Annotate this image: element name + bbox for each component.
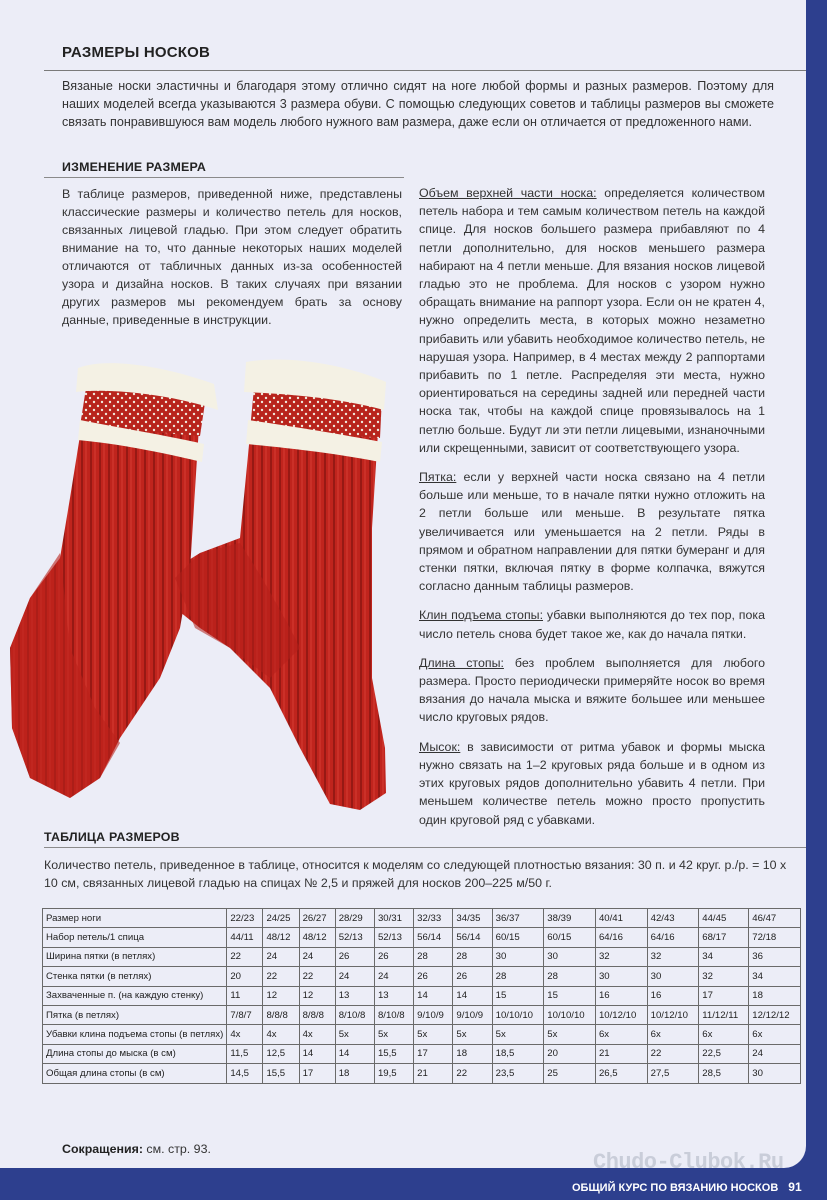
term-toe: Мысок: xyxy=(419,739,461,754)
table-cell: 11/12/11 xyxy=(699,1005,749,1024)
table-cell: 52/13 xyxy=(335,928,374,947)
paragraph-toe xyxy=(419,738,765,829)
table-cell: 26 xyxy=(335,947,374,966)
table-cell: 6х xyxy=(699,1025,749,1044)
table-cell: 32 xyxy=(595,947,647,966)
footer-title: ОБЩИЙ КУРС ПО ВЯЗАНИЮ НОСКОВ xyxy=(572,1182,779,1194)
table-cell: 17 xyxy=(414,1044,453,1063)
table-cell: 16 xyxy=(595,986,647,1005)
table-row xyxy=(43,1064,801,1083)
table-cell: 60/15 xyxy=(492,928,544,947)
table-cell: 26 xyxy=(374,947,413,966)
table-cell: 64/16 xyxy=(647,928,699,947)
table-cell: 19,5 xyxy=(374,1064,413,1083)
table-cell: 5х xyxy=(335,1025,374,1044)
text-foot: без проблем выполняется для любого размера. Просто периодически примеряйте носок во время вязания до начала мыска и вяжите большее или меньшее число круговых рядов. xyxy=(419,655,765,725)
table-cell: 15 xyxy=(492,986,544,1005)
table-cell: 14 xyxy=(453,986,492,1005)
paragraph-foot xyxy=(419,654,765,727)
table-cell: 15 xyxy=(544,986,596,1005)
table-cell: 10/12/10 xyxy=(647,1005,699,1024)
table-cell: 4х xyxy=(299,1025,335,1044)
page-number: 91 xyxy=(788,1180,802,1194)
table-cell: 8/8/8 xyxy=(299,1005,335,1024)
table-cell: 44/11 xyxy=(227,928,263,947)
row-header-cell: Длина стопы до мыска (в см) xyxy=(43,1044,227,1063)
table-cell: 11,5 xyxy=(227,1044,263,1063)
table-cell: 6х xyxy=(749,1025,801,1044)
table-cell: 5х xyxy=(492,1025,544,1044)
term-heel: Пятка: xyxy=(419,470,457,485)
table-cell: 34 xyxy=(699,947,749,966)
table-cell: 30 xyxy=(544,947,596,966)
text-upper: определяется количеством петель набора и тем самым количеством петель на каждой спице. Для носков большего размера прибавляют по 4 петли дополнительно, для носков меньшего размера набирают на 4 петли меньше. Для вязания носков лицевой гладью это не проблема. Для носков с узором нужно обращать внимание на раппорт узора. Если он не кратен 4, нужно определить места, в которых можно незаметно прибавить или убавить необходимое количество петель, не нарушая узора. Например, в 4 местах между 2 раппортами прибавить по 1 петле. Распределяя эти места, нужно ориентироваться на середины задней или передней части носка так, чтобы на каждой спице провязывалось на 1 петлю больше. Будут ли эти петли лицевыми, изнаночными или скрещенными, зависит от соответствующего узора. xyxy=(419,186,766,455)
table-cell: 5х xyxy=(453,1025,492,1044)
table-cell: 12 xyxy=(299,986,335,1005)
table-cell: 4х xyxy=(227,1025,263,1044)
table-cell: 24/25 xyxy=(263,909,299,928)
paragraph-gusset xyxy=(419,606,765,642)
row-header-cell: Размер ноги xyxy=(43,909,227,928)
table-cell: 8/8/8 xyxy=(263,1005,299,1024)
table-cell: 12/12/12 xyxy=(749,1005,801,1024)
table-cell: 26/27 xyxy=(299,909,335,928)
table-cell: 14 xyxy=(414,986,453,1005)
table-cell: 15,5 xyxy=(263,1064,299,1083)
table-cell: 9/10/9 xyxy=(453,1005,492,1024)
table-cell: 18 xyxy=(453,1044,492,1063)
table-cell: 28,5 xyxy=(699,1064,749,1083)
change-size-divider xyxy=(44,177,404,178)
table-cell: 40/41 xyxy=(595,909,647,928)
table-cell: 5х xyxy=(374,1025,413,1044)
table-cell: 30 xyxy=(749,1064,801,1083)
table-cell: 12 xyxy=(263,986,299,1005)
table-row xyxy=(43,928,801,947)
table-cell: 72/18 xyxy=(749,928,801,947)
table-cell: 32 xyxy=(699,967,749,986)
table-cell: 22 xyxy=(299,967,335,986)
table-cell: 22 xyxy=(263,967,299,986)
table-row xyxy=(43,967,801,986)
table-cell: 6х xyxy=(647,1025,699,1044)
term-upper: Объем верхней части носка: xyxy=(419,186,597,200)
row-header-cell: Пятка (в петлях) xyxy=(43,1005,227,1024)
table-row xyxy=(43,1005,801,1024)
table-cell: 6х xyxy=(595,1025,647,1044)
text-heel: если у верхней части носка связано на 4 петли больше или меньше, то в начале пятки нужно отложить на 2 петли больше или меньше. В результате пятка увеличивается или уменьшается на 2 петли. Ряды в прямом и обратном направлении для пятки бумеранг и для стенки пятки, включая пятку в форме колпачка, вяжутся согласно данным таблицы размеров. xyxy=(419,470,765,594)
table-cell: 13 xyxy=(374,986,413,1005)
table-cell: 22 xyxy=(227,947,263,966)
table-cell: 23,5 xyxy=(492,1064,544,1083)
size-table-note: Количество петель, приведенное в таблице, относится к моделям со следующей плотностью вязания: 30 п. и 42 круг. р./р. = 10 х 10 см, связанных лицевой гладью на спицах № 2,5 и пряжей для носков 200–225 м/50 г. xyxy=(44,858,787,890)
term-gusset: Клин подъема стопы: xyxy=(419,608,544,623)
table-row xyxy=(43,1025,801,1044)
table-cell: 17 xyxy=(699,986,749,1005)
table-row xyxy=(43,986,801,1005)
table-cell: 28 xyxy=(492,967,544,986)
table-cell: 32 xyxy=(647,947,699,966)
table-cell: 22 xyxy=(453,1064,492,1083)
table-row xyxy=(43,1044,801,1063)
table-cell: 30 xyxy=(595,967,647,986)
socks-illustration xyxy=(0,348,410,818)
table-cell: 28/29 xyxy=(335,909,374,928)
table-cell: 24 xyxy=(263,947,299,966)
table-cell: 25 xyxy=(544,1064,596,1083)
table-cell: 24 xyxy=(749,1044,801,1063)
table-cell: 17 xyxy=(299,1064,335,1083)
table-cell: 18,5 xyxy=(492,1044,544,1063)
table-cell: 4х xyxy=(263,1025,299,1044)
right-column xyxy=(419,184,765,840)
table-cell: 12,5 xyxy=(263,1044,299,1063)
table-cell: 34/35 xyxy=(453,909,492,928)
change-size-heading: ИЗМЕНЕНИЕ РАЗМЕРА xyxy=(62,160,207,174)
table-cell: 10/10/10 xyxy=(492,1005,544,1024)
table-cell: 8/10/8 xyxy=(335,1005,374,1024)
row-header-cell: Захваченные п. (на каждую стенку) xyxy=(43,986,227,1005)
table-cell: 28 xyxy=(544,967,596,986)
table-cell: 26,5 xyxy=(595,1064,647,1083)
table-cell: 24 xyxy=(299,947,335,966)
table-cell: 36/37 xyxy=(492,909,544,928)
table-cell: 38/39 xyxy=(544,909,596,928)
table-cell: 56/14 xyxy=(453,928,492,947)
table-cell: 5х xyxy=(414,1025,453,1044)
abbreviations xyxy=(62,1142,211,1156)
table-cell: 20 xyxy=(227,967,263,986)
size-table-heading: ТАБЛИЦА РАЗМЕРОВ xyxy=(44,830,180,844)
table-cell: 21 xyxy=(414,1064,453,1083)
table-cell: 24 xyxy=(335,967,374,986)
row-header-cell: Убавки клина подъема стопы (в петлях) xyxy=(43,1025,227,1044)
title-bar xyxy=(44,40,806,71)
table-cell: 18 xyxy=(335,1064,374,1083)
table-cell: 34 xyxy=(749,967,801,986)
table-cell: 26 xyxy=(453,967,492,986)
table-cell: 44/45 xyxy=(699,909,749,928)
abbreviations-label: Сокращения: xyxy=(62,1142,143,1156)
table-cell: 68/17 xyxy=(699,928,749,947)
row-header-cell: Стенка пятки (в петлях) xyxy=(43,967,227,986)
table-cell: 42/43 xyxy=(647,909,699,928)
row-header-cell: Набор петель/1 спица xyxy=(43,928,227,947)
table-cell: 64/16 xyxy=(595,928,647,947)
table-cell: 11 xyxy=(227,986,263,1005)
size-table xyxy=(42,908,801,1084)
table-row xyxy=(43,947,801,966)
table-cell: 56/14 xyxy=(414,928,453,947)
table-cell: 10/10/10 xyxy=(544,1005,596,1024)
table-cell: 27,5 xyxy=(647,1064,699,1083)
paragraph-upper xyxy=(419,184,765,457)
table-cell: 60/15 xyxy=(544,928,596,947)
size-table-divider xyxy=(44,847,806,848)
table-cell: 8/10/8 xyxy=(374,1005,413,1024)
table-cell: 14 xyxy=(299,1044,335,1063)
table-cell: 9/10/9 xyxy=(414,1005,453,1024)
table-cell: 28 xyxy=(453,947,492,966)
row-header-cell: Ширина пятки (в петлях) xyxy=(43,947,227,966)
paragraph-heel xyxy=(419,468,765,595)
table-cell: 10/12/10 xyxy=(595,1005,647,1024)
table-cell: 18 xyxy=(749,986,801,1005)
row-header-cell: Общая длина стопы (в см) xyxy=(43,1064,227,1083)
footer xyxy=(572,1180,802,1194)
change-size-text: В таблице размеров, приведенной ниже, представлены классические размеры и количество петель для носков, связанных лицевой гладью. При этом следует обратить внимание на то, что данные некоторых наших моделей отличаются от табличных данных из-за особенностей узора и дизайна носков. В таких случаях при вязании других размеров мы рекомендуем брать за основу данные, приведенные в инструкции. xyxy=(62,187,402,327)
table-cell: 21 xyxy=(595,1044,647,1063)
table-cell: 28 xyxy=(414,947,453,966)
term-foot: Длина стопы: xyxy=(419,655,504,670)
table-cell: 15,5 xyxy=(374,1044,413,1063)
table-cell: 14,5 xyxy=(227,1064,263,1083)
table-cell: 13 xyxy=(335,986,374,1005)
table-cell: 22/23 xyxy=(227,909,263,928)
table-cell: 26 xyxy=(414,967,453,986)
table-cell: 20 xyxy=(544,1044,596,1063)
abbreviations-text: см. стр. 93. xyxy=(142,1142,211,1156)
text-gusset: убавки выполняются до тех пор, пока число петель снова будет такое же, как до начала пятки. xyxy=(419,608,765,641)
table-cell: 22,5 xyxy=(699,1044,749,1063)
table-cell: 16 xyxy=(647,986,699,1005)
table-cell: 48/12 xyxy=(263,928,299,947)
table-cell: 48/12 xyxy=(299,928,335,947)
watermark: Chudo-Clubok.Ru xyxy=(593,1150,784,1175)
table-cell: 36 xyxy=(749,947,801,966)
table-cell: 32/33 xyxy=(414,909,453,928)
text-toe: в зависимости от ритма убавок и формы мыска нужно связать на 1–2 круговых ряда больше и в одном из этих круговых рядов дополнительно убавить 4 петли. При меньшем количестве петель можно просто пропустить один круговой ряд с убавками. xyxy=(419,739,765,827)
intro-paragraph: Вязаные носки эластичны и благодаря этому отлично сидят на ноге любой формы и разных размеров. Поэтому для наших моделей всегда указываются 3 размера обуви. С помощью следующих советов и таблицы размеров вы сможете связать понравившуюся вам модель любого нужного вам размера, даже если он отличается от предложенного нами. xyxy=(62,79,774,129)
table-cell: 5х xyxy=(544,1025,596,1044)
table-cell: 30/31 xyxy=(374,909,413,928)
page-title: РАЗМЕРЫ НОСКОВ xyxy=(62,44,211,61)
table-cell: 24 xyxy=(374,967,413,986)
table-cell: 52/13 xyxy=(374,928,413,947)
table-cell: 30 xyxy=(492,947,544,966)
table-cell: 22 xyxy=(647,1044,699,1063)
table-row xyxy=(43,909,801,928)
table-cell: 30 xyxy=(647,967,699,986)
table-cell: 7/8/7 xyxy=(227,1005,263,1024)
table-cell: 14 xyxy=(335,1044,374,1063)
table-cell: 46/47 xyxy=(749,909,801,928)
